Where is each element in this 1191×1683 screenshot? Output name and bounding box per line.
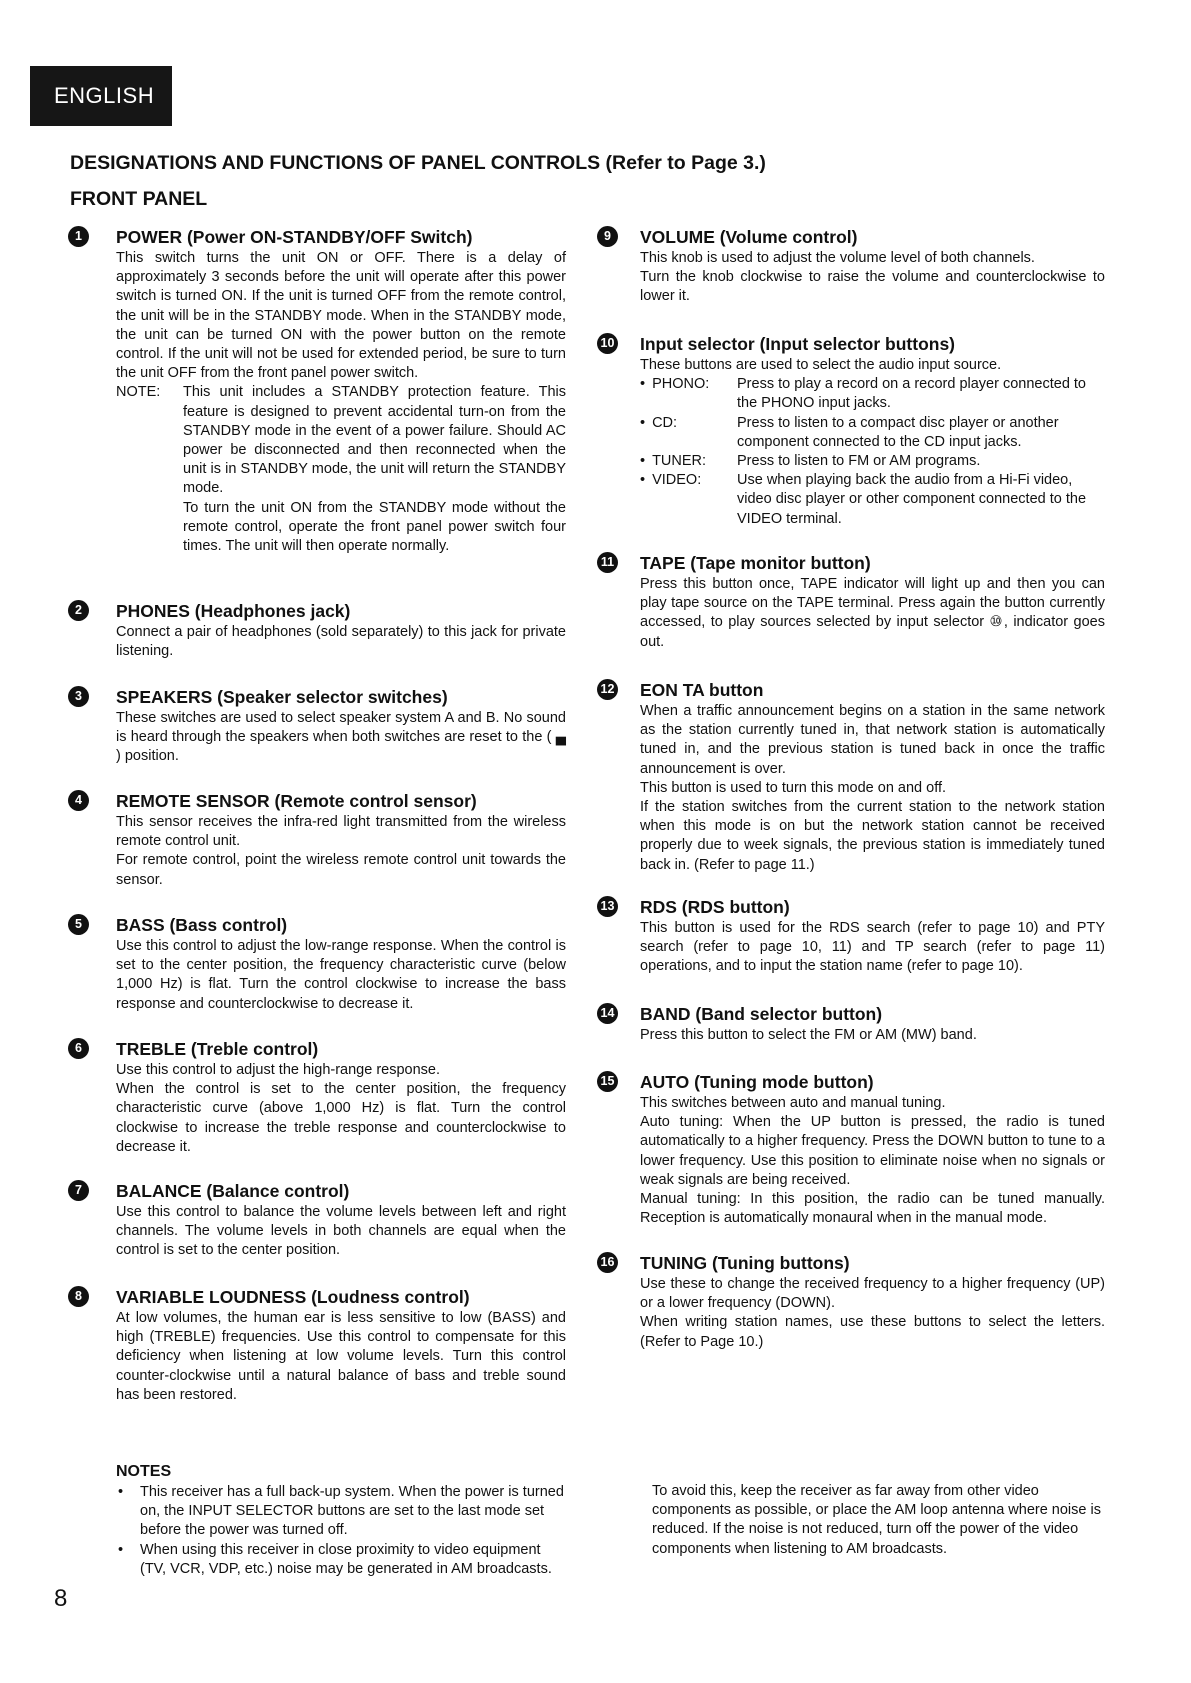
list-item <box>640 452 1105 471</box>
item-phones <box>75 600 566 661</box>
list-item-label: • PHONO: <box>640 375 737 413</box>
item-number-badge: 12 <box>597 679 618 700</box>
item-text: Manual tuning: In this position, the radio can be tuned manually. Reception is automatically monaural when in the manual mode. <box>640 1191 1105 1227</box>
item-number-badge: 10 <box>597 333 618 354</box>
item-heading: RDS (RDS button) <box>640 897 790 917</box>
item-text: When the control is set to the center position, the frequency characteristic curve (above 1,000 Hz) is flat. Turn the control clockwise to increase the treble response and counterclockwise to decrease it. <box>116 1081 566 1155</box>
item-text: This button is used to turn this mode on and off. <box>640 779 947 796</box>
page-number: 8 <box>54 1585 68 1612</box>
item-power <box>75 226 566 556</box>
item-balance <box>75 1180 566 1261</box>
item-number-badge: 16 <box>597 1252 618 1273</box>
item-text: If the station switches from the current station to the network station when this mode is on but the network station cannot be received properly due to week signals, the previous station is immediately tuned back in. (Refer to page 11.) <box>640 799 1105 873</box>
note-text: To turn the unit ON from the STANDBY mode without the remote control, operate the front panel power switch four times. The unit will then operate normally. <box>183 499 566 555</box>
item-heading: VARIABLE LOUDNESS (Loudness control) <box>116 1287 470 1307</box>
list-item-label: • VIDEO: <box>640 471 737 529</box>
item-heading: Input selector (Input selector buttons) <box>640 334 956 354</box>
item-text: This knob is used to adjust the volume level of both channels. <box>640 250 1035 266</box>
item-variable-loudness <box>75 1286 566 1405</box>
item-number-badge: 7 <box>68 1180 89 1201</box>
item-volume <box>604 226 1105 307</box>
item-tape <box>600 552 1105 652</box>
item-text: Use this control to adjust the high-range response. <box>116 1062 441 1078</box>
list-item-desc: Press to play a record on a record player connected to the PHONO input jacks. <box>737 376 1086 412</box>
list-item <box>640 375 1105 413</box>
item-bass <box>75 914 566 1014</box>
list-item-desc: Use when playing back the audio from a Hi-Fi video, video disc player or other component connected to the VIDEO terminal. <box>737 472 1087 527</box>
item-text: Use these to change the received frequency to a higher frequency (UP) or a lower frequency (DOWN). <box>640 1276 1105 1312</box>
item-band <box>600 1003 1105 1045</box>
item-auto <box>600 1071 1105 1228</box>
item-speakers <box>75 686 566 767</box>
notes-continuation: To avoid this, keep the receiver as far away from other video components as possible, or place the AM loop antenna where noise is reduced. If the noise is not reduced, turn off the power of the video components when listening to AM broadcasts. <box>652 1483 1101 1557</box>
language-tab: ENGLISH <box>30 66 172 126</box>
item-heading: EON TA button <box>640 680 764 700</box>
item-remote-sensor <box>75 790 566 890</box>
item-heading: TREBLE (Treble control) <box>116 1039 319 1059</box>
item-treble <box>75 1038 566 1157</box>
item-number-badge: 3 <box>68 686 89 707</box>
item-text: This button is used for the RDS search (refer to page 10) and PTY search (refer to page 10, 11) and TP search (refer to page 11) operations, and to input the station name (refer to page 10). <box>640 920 1105 975</box>
item-eon-ta <box>600 679 1105 875</box>
item-text: For remote control, point the wireless remote control unit towards the sensor. <box>116 852 566 888</box>
list-item-label: • CD: <box>640 414 737 452</box>
item-heading: PHONES (Headphones jack) <box>116 601 351 621</box>
item-input-selector <box>600 333 1105 529</box>
item-heading: POWER (Power ON-STANDBY/OFF Switch) <box>116 227 473 247</box>
item-text: Press this button to select the FM or AM (MW) band. <box>640 1027 977 1043</box>
item-number-badge: 8 <box>68 1286 89 1307</box>
item-heading: TAPE (Tape monitor button) <box>640 553 871 573</box>
item-text: At low volumes, the human ear is less sensitive to low (BASS) and high (TREBLE) frequencies. Use this control to compensate for this deficiency when listening at low volume levels. Turn this control counter-clockwise until a natural balance of bass and treble sound has been restored. <box>116 1310 566 1403</box>
item-text: This sensor receives the infra-red light transmitted from the wireless remote control unit. <box>116 814 566 850</box>
item-text: These buttons are used to select the audio input source. <box>640 357 1002 373</box>
item-heading: BALANCE (Balance control) <box>116 1181 350 1201</box>
item-text: This switches between auto and manual tuning. <box>640 1095 946 1111</box>
notes-heading: NOTES <box>116 1463 172 1480</box>
item-note <box>116 383 566 556</box>
section-title: FRONT PANEL <box>70 188 208 210</box>
note-label: NOTE: <box>116 384 161 401</box>
notes-section <box>116 1462 566 1579</box>
list-item <box>640 414 1105 452</box>
item-heading: SPEAKERS (Speaker selector switches) <box>116 687 448 707</box>
notes-bullet: • This receiver has a full back-up system. When the power is turned on, the INPUT SELECTOR buttons are set to the last mode set before the power was turned off. <box>116 1483 566 1541</box>
item-text: When a traffic announcement begins on a station in the same network as the station currently tuned in, that network station is automatically tuned in, and the previous station is tuned back in once the traffic announcement is over. <box>640 703 1105 777</box>
item-text: Connect a pair of headphones (sold separately) to this jack for private listening. <box>116 624 566 660</box>
item-number-badge: 6 <box>68 1038 89 1059</box>
list-item-label: • TUNER: <box>640 452 737 471</box>
item-number-badge: 15 <box>597 1071 618 1092</box>
item-text: Auto tuning: When the UP button is pressed, the radio is tuned automatically to a higher frequency. Press the DOWN button to tune to a lower frequency. Use this position to eliminate noise when no signals or weak signals are being received. <box>640 1114 1105 1188</box>
item-heading: BAND (Band selector button) <box>640 1004 883 1024</box>
item-number-badge: 1 <box>68 226 89 247</box>
item-heading: BASS (Bass control) <box>116 915 288 935</box>
notes-bullet: • When using this receiver in close proximity to video equipment (TV, VCR, VDP, etc.) noise may be generated in AM broadcasts. <box>116 1541 566 1579</box>
item-text: When writing station names, use these buttons to select the letters. (Refer to Page 10.) <box>640 1314 1105 1350</box>
item-heading: REMOTE SENSOR (Remote control sensor) <box>116 791 477 811</box>
item-number-badge: 2 <box>68 600 89 621</box>
item-number-badge: 5 <box>68 914 89 935</box>
item-tuning <box>600 1252 1105 1352</box>
item-text: Press this button once, TAPE indicator will light up and then you can play tape source on the TAPE terminal. Press again the button currently accessed, to play sources selected by input selector ⑩, indicator goes out. <box>640 576 1105 650</box>
note-text: This unit includes a STANDBY protection feature. This feature is designed to prevent accidental turn-on from the STANDBY mode in the event of a power failure. Should AC power be disconnected and then reconnected when the unit is in STANDBY mode, the unit will return the STANDBY mode. <box>183 384 566 497</box>
item-text: Turn the knob clockwise to raise the volume and counterclockwise to lower it. <box>640 269 1105 305</box>
item-text: This switch turns the unit ON or OFF. There is a delay of approximately 3 seconds before the unit will operate after this power switch is turned ON. If the unit is turned OFF from the remote control, the unit will be in the STANDBY mode. When in the STANDBY mode, the unit can be turned ON with the power button on the remote control. If the unit will not be used for extended period, be sure to turn the unit OFF from the front panel power switch. <box>116 250 566 382</box>
input-source-list <box>640 375 1105 529</box>
item-number-badge: 14 <box>597 1003 618 1024</box>
list-item <box>640 471 1105 529</box>
item-number-badge: 11 <box>597 552 618 573</box>
item-text: Use this control to adjust the low-range response. When the control is set to the center position, the frequency characteristic curve (below 1,000 Hz) is flat. Turn the control clockwise to increase the bass response and counterclockwise to decrease it. <box>116 938 566 1012</box>
item-text: Use this control to balance the volume levels between left and right channels. The volume levels in both channels are equal when the control is set to the center position. <box>116 1204 566 1259</box>
item-heading: TUNING (Tuning buttons) <box>640 1253 850 1273</box>
list-item-desc: Press to listen to a compact disc player or another component connected to the CD input jacks. <box>737 414 1059 450</box>
item-heading: AUTO (Tuning mode button) <box>640 1072 874 1092</box>
page-title: DESIGNATIONS AND FUNCTIONS OF PANEL CONTROLS (Refer to Page 3.) <box>70 152 766 174</box>
item-heading: VOLUME (Volume control) <box>640 227 858 247</box>
list-item-desc: Press to listen to FM or AM programs. <box>737 453 981 470</box>
item-number-badge: 9 <box>597 226 618 247</box>
item-rds <box>600 896 1105 977</box>
item-number-badge: 13 <box>597 896 618 917</box>
item-number-badge: 4 <box>68 790 89 811</box>
item-text: These switches are used to select speaker system A and B. No sound is heard through the speakers when both switches are reset to the ( ▄ ) position. <box>116 710 566 765</box>
